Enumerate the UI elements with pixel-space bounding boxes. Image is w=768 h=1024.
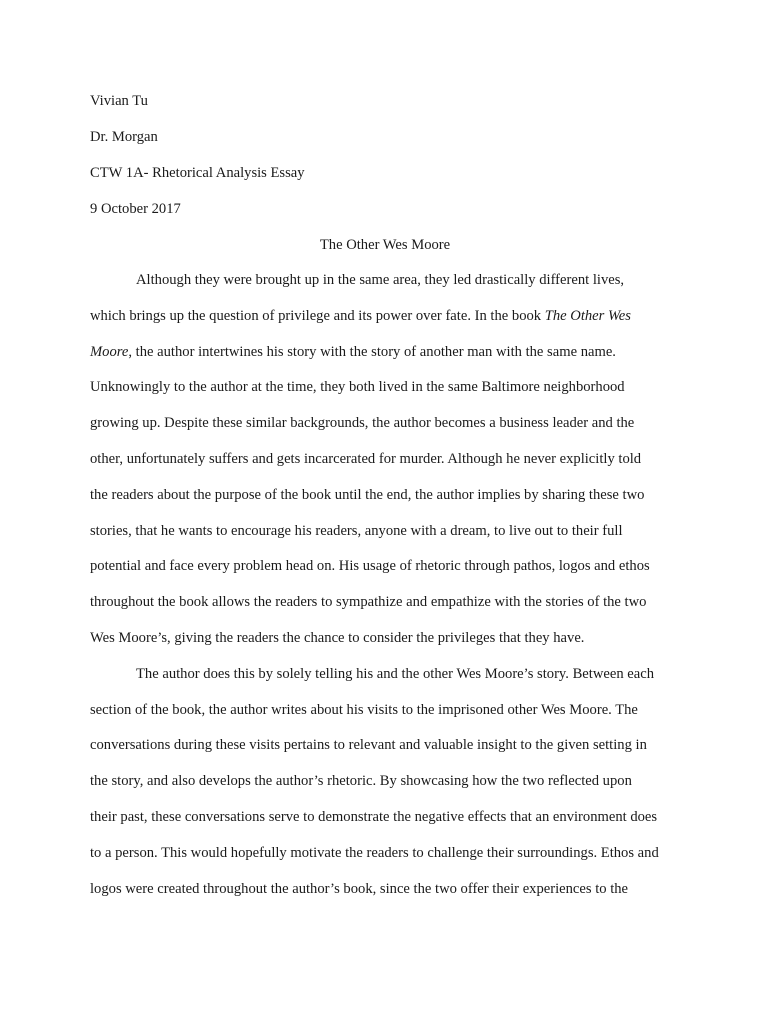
- paragraph-line: conversations during these visits pertains to relevant and valuable insight to the given setting in: [90, 737, 647, 754]
- paragraph-line: Wes Moore’s, giving the readers the chance to consider the privileges that they have.: [90, 629, 585, 646]
- essay-title: The Other Wes Moore: [319, 237, 451, 253]
- paragraph-line: Unknowingly to the author at the time, they both lived in the same Baltimore neighborhood: [90, 379, 625, 396]
- text-run: which brings up the question of privilege and its power over fate. In the book: [90, 307, 545, 324]
- paragraph-line: Although they were brought up in the same area, they led drastically different lives,: [136, 272, 625, 288]
- paragraph-line: the story, and also develops the author’s rhetoric. By showcasing how the two reflected upon: [90, 773, 632, 790]
- paragraph-line: logos were created throughout the author’s book, since the two offer their experiences to the: [90, 880, 629, 897]
- paragraph-line: throughout the book allows the readers to sympathize and empathize with the stories of the two: [90, 594, 647, 611]
- paragraph-line: [90, 339, 680, 375]
- paragraph-2: [90, 661, 680, 912]
- course-name: CTW 1A- Rhetorical Analysis Essay: [90, 165, 305, 181]
- paragraph-line: growing up. Despite these similar backgrounds, the author becomes a business leader and the: [90, 415, 635, 432]
- text-run: , the author intertwines his story with the story of another man with the same name.: [128, 343, 616, 360]
- paragraph-line: to a person. This would hopefully motivate the readers to challenge their surroundings. Ethos and: [90, 844, 659, 861]
- student-name: Vivian Tu: [90, 93, 148, 109]
- essay-date: 9 October 2017: [90, 201, 181, 217]
- paragraph-line: the readers about the purpose of the book until the end, the author implies by sharing these two: [90, 486, 645, 503]
- paragraph-line: The author does this by solely telling his and the other Wes Moore’s story. Between each: [136, 665, 655, 682]
- paragraph-line: stories, that he wants to encourage his readers, anyone with a dream, to live out to their full: [90, 522, 623, 539]
- book-title: Moore: [90, 343, 129, 360]
- instructor-name: Dr. Morgan: [90, 129, 158, 145]
- book-title: The Other Wes: [544, 307, 631, 324]
- paragraph-line: section of the book, the author writes about his visits to the imprisoned other Wes Moore. The: [90, 701, 638, 718]
- paragraph-1: [90, 267, 680, 661]
- paragraph-line: [90, 303, 680, 339]
- essay-content: [90, 88, 680, 911]
- paragraph-line: their past, these conversations serve to demonstrate the negative effects that an environment does: [90, 808, 658, 825]
- paragraph-line: potential and face every problem head on. His usage of rhetoric through pathos, logos and ethos: [90, 558, 650, 575]
- paragraph-line: other, unfortunately suffers and gets incarcerated for murder. Although he never explicitly told: [90, 450, 642, 467]
